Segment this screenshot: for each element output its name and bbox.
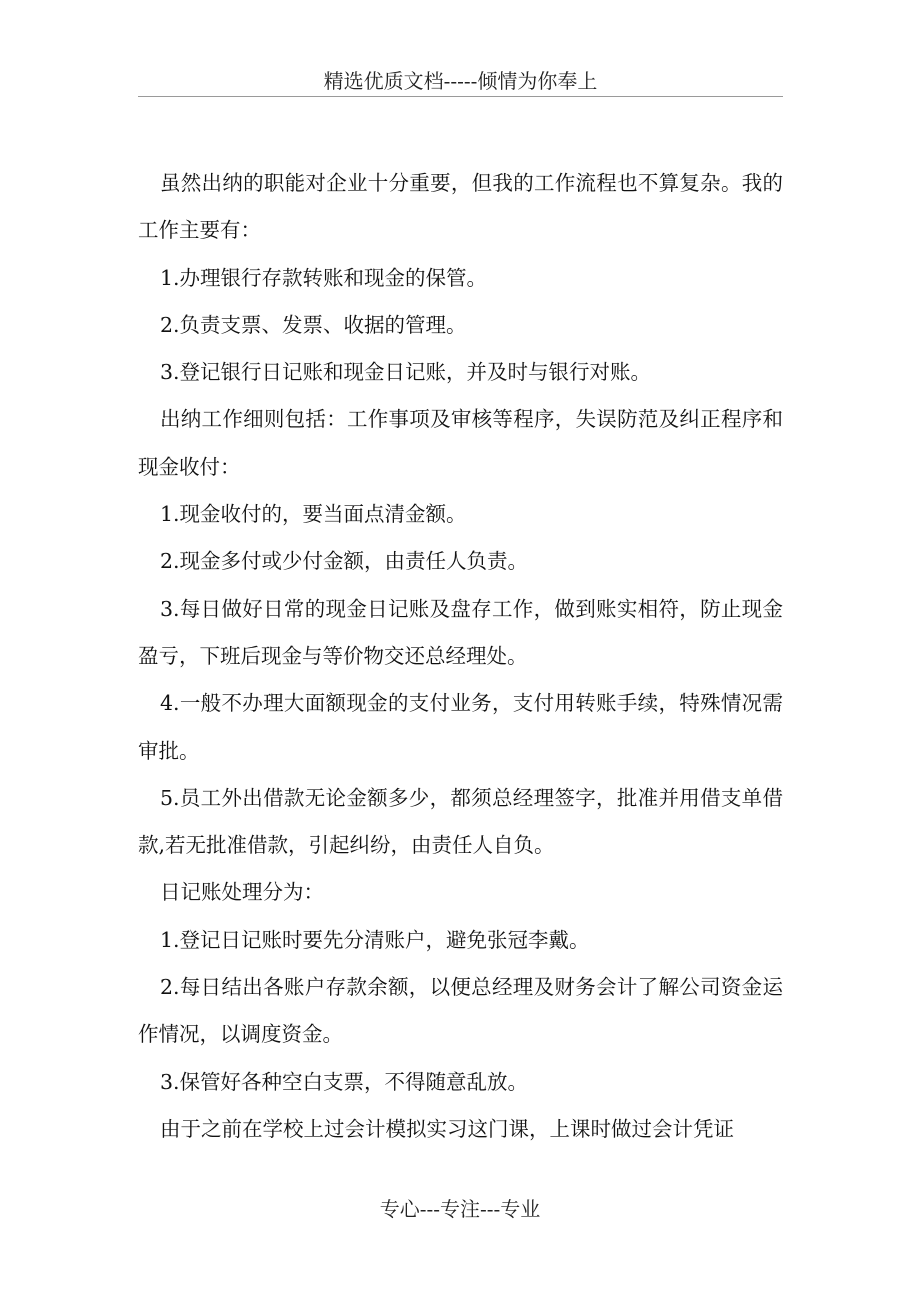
list-item: 2.负责支票、发票、收据的管理。 bbox=[160, 312, 467, 337]
list-item: 3.每日做好日常的现金日记账及盘存工作，做到账实相符，防止现金盈亏，下班后现金与等价物交还总经理处。 bbox=[138, 596, 783, 668]
paragraph: 日记账处理分为： bbox=[160, 880, 324, 905]
list-item: 1.办理银行存款转账和现金的保管。 bbox=[160, 265, 488, 290]
list-item: 5.员工外出借款无论金额多少，都须总经理签字，批准并用借支单借款,若无批准借款，引起纠纷，由责任人自负。 bbox=[138, 785, 783, 858]
list-item: 3.登记银行日记账和现金日记账，并及时与银行对账。 bbox=[160, 360, 652, 385]
paragraph: 虽然出纳的职能对企业十分重要，但我的工作流程也不算复杂。我的工作主要有： bbox=[138, 171, 783, 243]
header-text: 精选优质文档-----倾情为你奉上 bbox=[323, 69, 598, 93]
list-item: 2.现金多付或少付金额，由责任人负责。 bbox=[160, 549, 529, 574]
footer-text: 专心---专注---专业 bbox=[379, 1197, 541, 1221]
page-header bbox=[138, 66, 783, 97]
list-item: 2.每日结出各账户存款余额，以便总经理及财务会计了解公司资金运作情况，以调度资金。 bbox=[138, 975, 783, 1047]
document-body bbox=[138, 160, 783, 1153]
list-item: 1.登记日记账时要先分清账户，避免张冠李戴。 bbox=[160, 927, 590, 952]
paragraph: 出纳工作细则包括：工作事项及审核等程序，失误防范及纠正程序和现金收付： bbox=[138, 407, 783, 479]
paragraph: 由于之前在学校上过会计模拟实习这门课，上课时做过会计凭证 bbox=[160, 1116, 734, 1141]
list-item: 4.一般不办理大面额现金的支付业务，支付用转账手续，特殊情况需审批。 bbox=[138, 691, 783, 763]
page-footer bbox=[0, 1195, 920, 1223]
list-item: 1.现金收付的，要当面点清金额。 bbox=[160, 502, 467, 527]
list-item: 3.保管好各种空白支票，不得随意乱放。 bbox=[160, 1069, 529, 1094]
